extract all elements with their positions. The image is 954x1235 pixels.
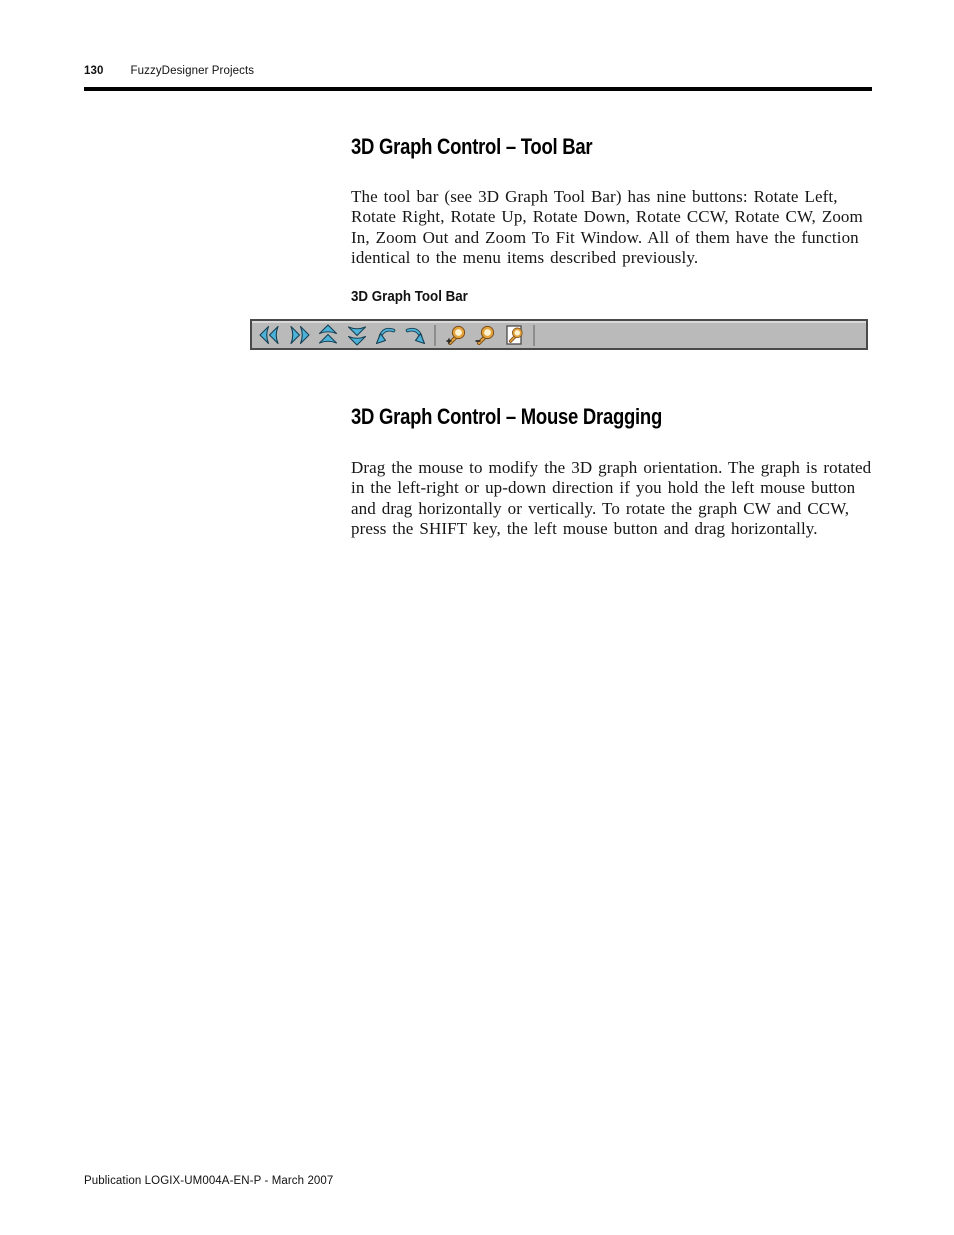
toolbar-separator — [434, 325, 436, 346]
section-body-tool-bar: The tool bar (see 3D Graph Tool Bar) has nine buttons: Rotate Left, Rotate Right, Rotate Up, Rotate Down, Rotate CCW, Rotate CW, Zoom In, Zoom Out and Zoom To Fit Window. All of them have the function identical to the menu items described previously. — [351, 187, 863, 268]
rotate-up-button — [316, 323, 340, 347]
rotate-cw-icon — [404, 324, 426, 346]
zoom-out-button — [473, 323, 497, 347]
rotate-down-icon — [346, 324, 368, 346]
chapter-title: FuzzyDesigner Projects — [130, 65, 255, 77]
rotate-right-icon — [288, 324, 310, 346]
zoom-out-icon — [474, 324, 496, 346]
rotate-left-icon — [259, 324, 281, 346]
zoom-to-fit-button — [502, 323, 526, 347]
section-heading-tool-bar: 3D Graph Control – Tool Bar — [351, 134, 593, 159]
section-body-mouse-dragging: Drag the mouse to modify the 3D graph orientation. The graph is rotated in the left-right or up-down direction if you hold the left mouse button and drag horizontally or vertically. To rotate the graph CW and CCW, press the SHIFT key, the left mouse button and drag horizontally. — [351, 458, 872, 539]
header-rule — [84, 87, 872, 91]
publication-footer: Publication LOGIX-UM004A-EN-P - March 2007 — [84, 1175, 334, 1187]
zoom-to-fit-icon — [503, 324, 525, 346]
rotate-down-button — [345, 323, 369, 347]
rotate-ccw-icon — [375, 324, 397, 346]
page-header — [84, 65, 254, 77]
rotate-cw-button — [403, 323, 427, 347]
rotate-ccw-button — [374, 323, 398, 347]
3d-graph-toolbar-figure — [250, 319, 868, 350]
zoom-in-icon — [445, 324, 467, 346]
rotate-left-button — [258, 323, 282, 347]
zoom-in-button — [444, 323, 468, 347]
toolbar-separator — [533, 325, 535, 346]
rotate-right-button — [287, 323, 311, 347]
figure-caption: 3D Graph Tool Bar — [351, 289, 468, 305]
page-number: 130 — [84, 65, 104, 77]
section-heading-mouse-dragging: 3D Graph Control – Mouse Dragging — [351, 404, 662, 429]
rotate-up-icon — [317, 324, 339, 346]
